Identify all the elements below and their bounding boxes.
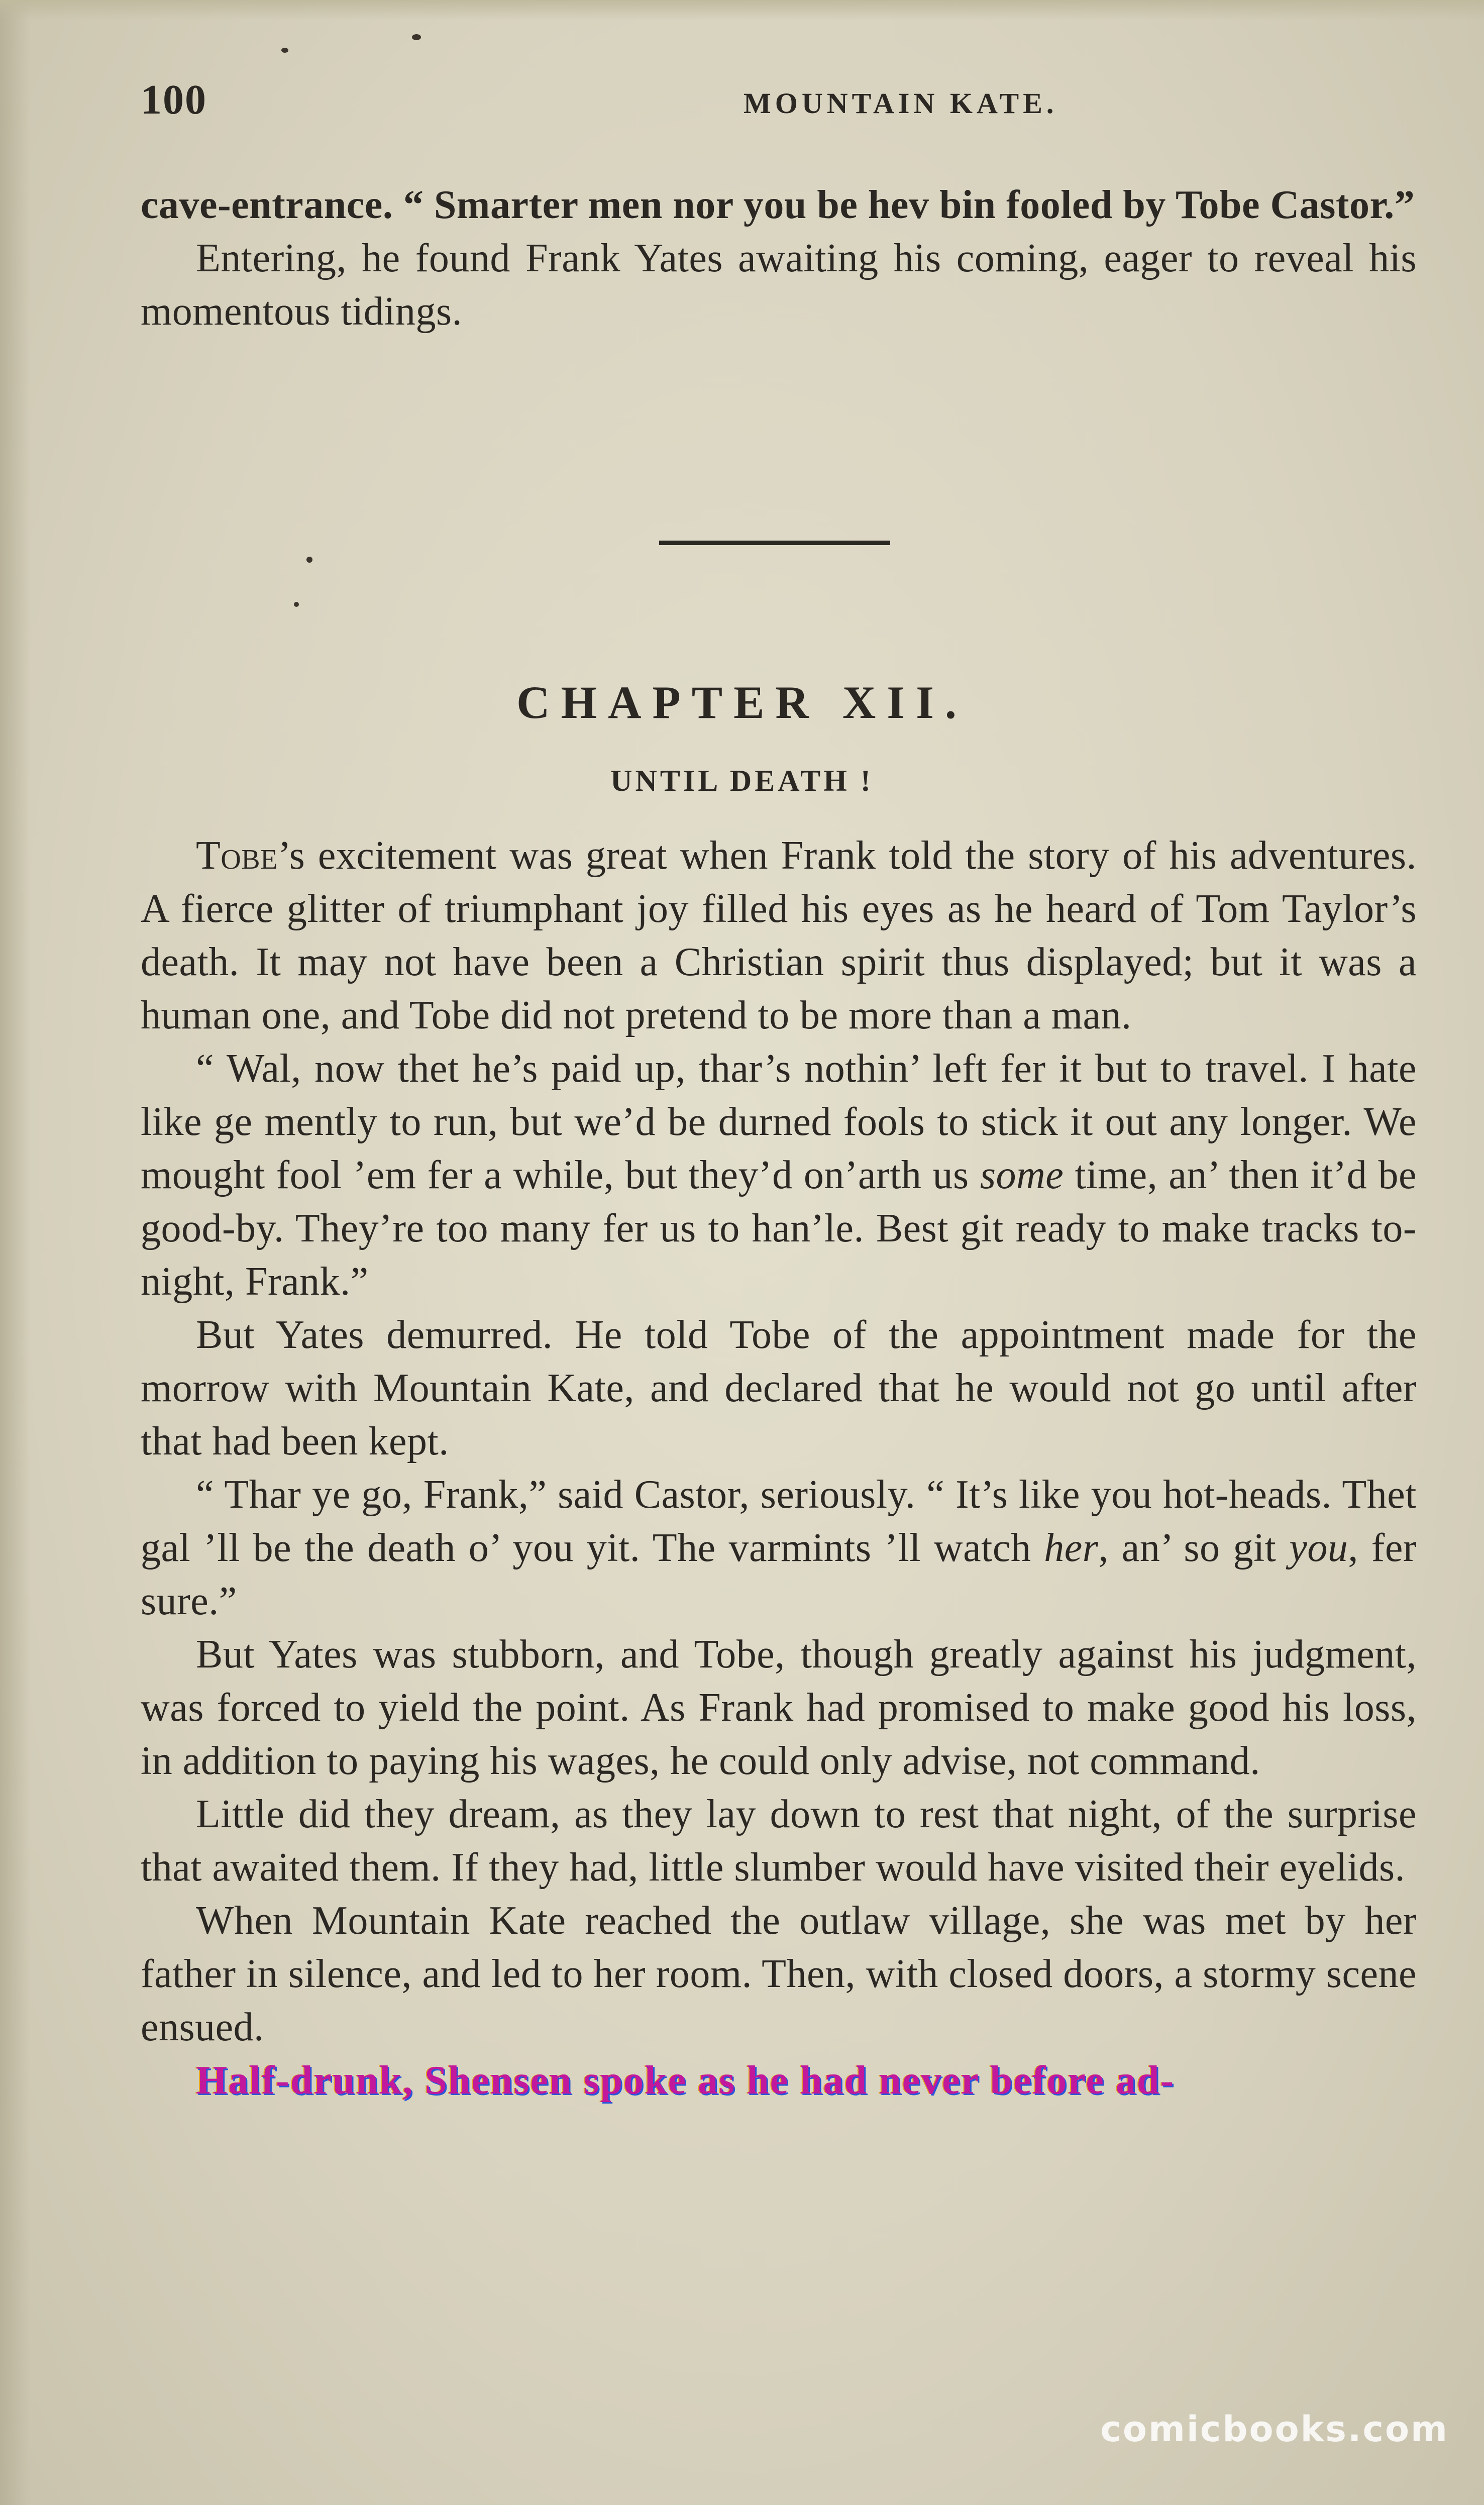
paragraph-text: “ Thar ye go, Frank,” said Castor, seriously. “ It’s like you hot-heads. Thet gal ’ll be the death o’ you yit. The varmints ’ll watch [141,1473,1417,1570]
misprinted-paragraph: Half-drunk, Shensen spoke as he had never before ad- [196,2058,1175,2103]
top-text [141,178,1417,338]
chapter-title: CHAPTER XII. [516,677,968,728]
paragraph-text: ’s excitement was great when Frank told the story of his adventures. A fierce glitter of triumphant joy filled his eyes as he heard of Tom Taylor’s death. It may not have been a Christian spirit thus displayed; but it was a human one, and Tobe did not pretend to be more than a man. [141,833,1417,1037]
page-number: 100 [141,76,207,123]
ink-speck [306,557,312,563]
paragraph-text: , fer sure.” [141,1526,1417,1623]
paragraph: Little did they dream, as they lay down to rest that night, of the surprise that awaited them. If they had, little slumber would have visited their eyelids. [141,1792,1417,1890]
ink-speck [412,34,421,40]
paragraph: Entering, he found Frank Yates awaiting his coming, eager to reveal his momentous tidings. [141,236,1417,334]
site-watermark: comicbooks.com [1100,2409,1449,2450]
paragraph-text: , an’ so git [1098,1526,1290,1570]
lead-word: Tobe [196,833,278,878]
paragraph: When Mountain Kate reached the outlaw village, she was met by her father in silence, and led to her room. Then, with closed doors, a stormy scene ensued. [141,1899,1417,2049]
emphasis: some [980,1153,1064,1197]
ink-speck [294,602,299,607]
paragraph [141,1468,1417,1628]
section-divider-rule [659,541,890,545]
paragraph-continuation: cave-entrance. “ Smarter men nor you be hev bin fooled by Tobe Castor.” [141,183,1415,227]
running-title: MOUNTAIN KATE. [744,87,1058,120]
paragraph-text: “ Wal, now thet he’s paid up, thar’s nothin’ left fer it but to travel. I hate like ge mently to run, but we’d be durned fools to stick it out any longer. We mought fool ’em fer a while, but they’d on’arth us [141,1047,1417,1197]
chapter-subtitle: UNTIL DEATH ! [610,764,874,797]
paragraph [141,829,1417,1042]
running-head [141,75,1417,131]
emphasis: you [1289,1526,1348,1570]
paragraph-text: time, an’ then it’d be good-by. They’re too many fer us to han’le. Best git ready to make tracks to-night, Frank.” [141,1153,1417,1304]
chapter-body [141,829,1417,2107]
emphasis: her [1044,1526,1099,1570]
paragraph: But Yates was stubborn, and Tobe, though greatly against his judgment, was forced to yield the point. As Frank had promised to make good his loss, in addition to paying his wages, he could only advise, not command. [141,1632,1417,1783]
paragraph: But Yates demurred. He told Tobe of the appointment made for the morrow with Mountain Kate, and declared that he would not go until after that had been kept. [141,1313,1417,1464]
page-edge-shadow [0,0,30,2505]
page-top-shadow [0,0,1484,20]
ink-speck [281,48,288,53]
paragraph [141,1042,1417,1308]
